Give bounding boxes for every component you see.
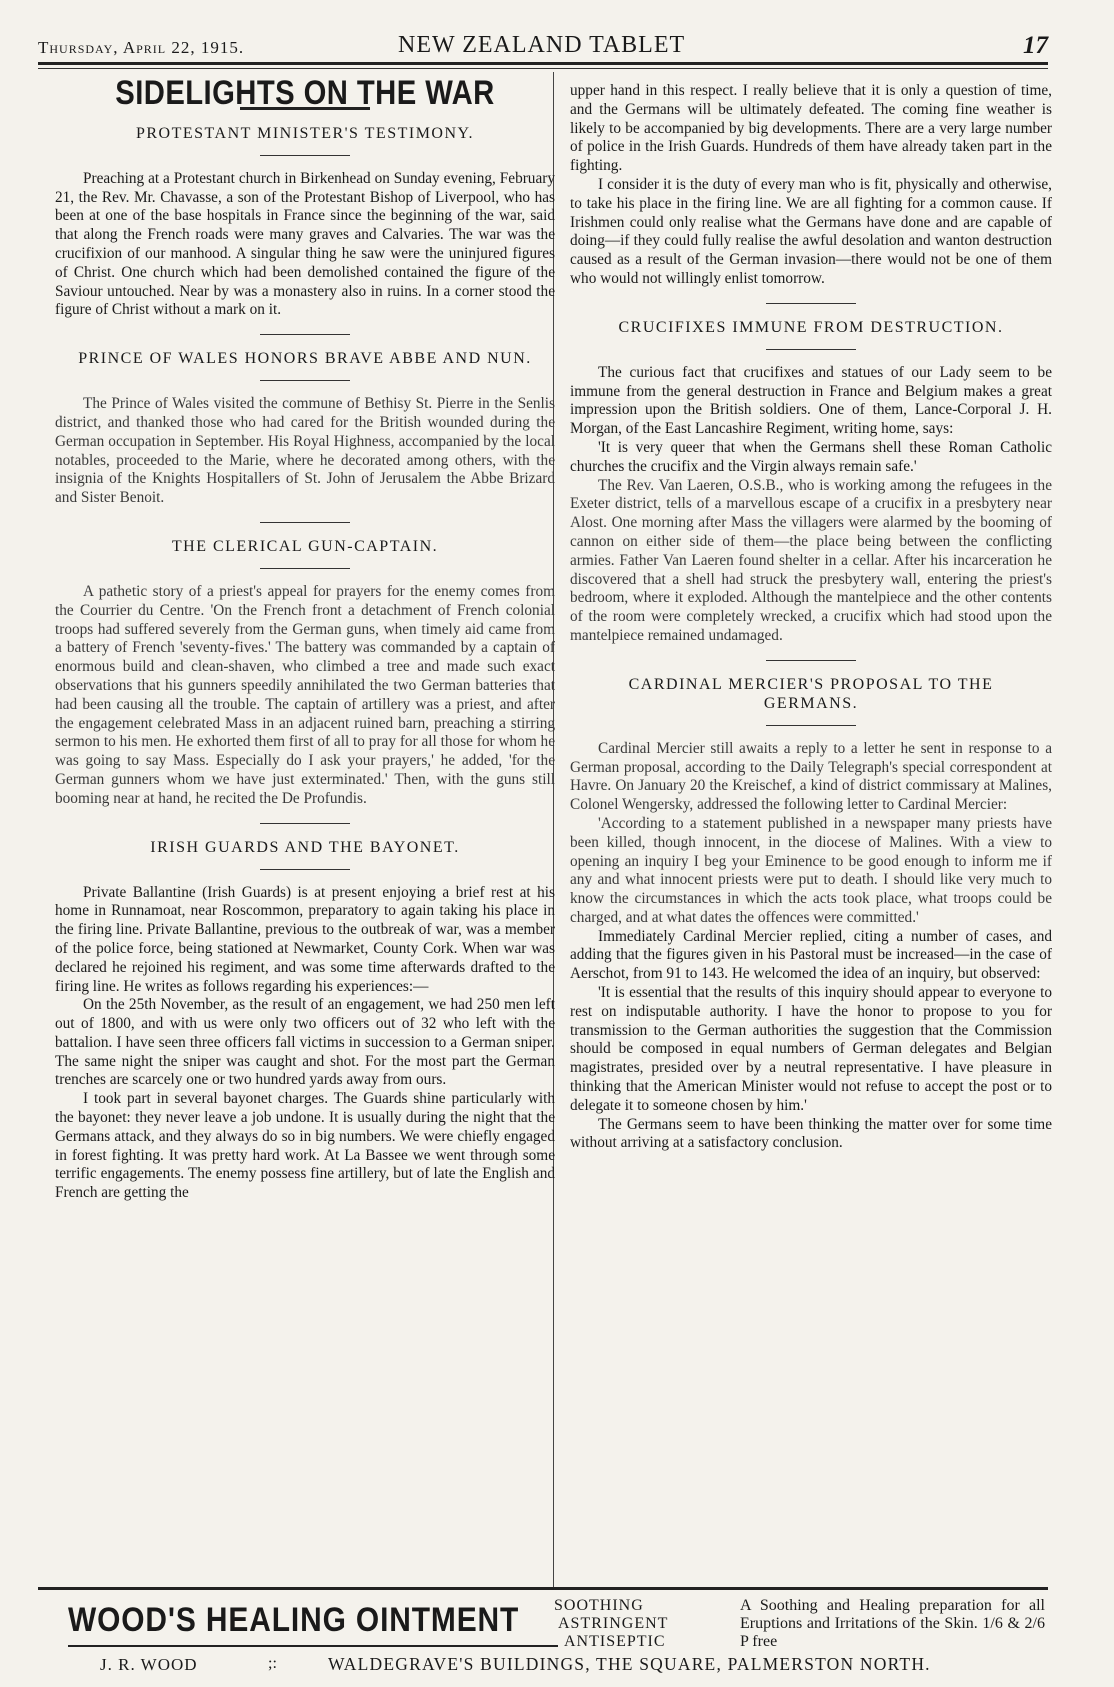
section-heading: PRINCE OF WALES HONORS BRAVE ABBE AND NUN. xyxy=(78,350,532,368)
article-paragraph: On the 25th November, as the result of an engagement, we had 250 men left out of 1800, and with us were only two officers out of 32 who left with the battalion. I have seen three officers fall victims in succession to a German sniper. The same night the sniper was caught and shot. For the most part the German trenches are scarcely one or two hundred yards away from ours. xyxy=(55,996,555,1089)
article-paragraph: 'According to a statement published in a newspaper many priests have been killed, though innocent, in the diocese of Malines. With a view to opening an inquiry I beg your Eminence to be good enough to inform me if any and what innocent priests were put to death. I should like very much to know the circumstances in which the acts took place, what troops could be charged, and at what dates the offences were committed.' xyxy=(570,814,1052,926)
section-rule xyxy=(260,380,350,381)
ad-property: ANTISEPTIC xyxy=(564,1633,666,1650)
page-header xyxy=(38,30,1048,60)
continued-paragraph: I consider it is the duty of every man who is fit, physically and otherwise, to take his place in the firing line. We are all fighting for a common cause. If Irishmen could only realise what the Germans have done and are capable of doing—if they could fully realise the awful desolation and wanton destruction caused as a result of the German invasion—there would not be one of them who would not willingly enlist tomorrow. xyxy=(570,175,1052,287)
section-heading: IRISH GUARDS AND THE BAYONET. xyxy=(150,838,460,856)
article-paragraph: 'It is essential that the results of this inquiry should appear to everyone to rest on indisputable authority. I have the honor to propose to you for transmission to the German authorities the suggestion that the Commission should be composed in equal numbers of German delegates and Belgian magistrates, presided over by a neutral representative. I have pleasure in thinking that the American Minister would not refuse to accept the post or to delegate it to someone chosen by him.' xyxy=(570,984,1052,1114)
article-paragraph: The Germans seem to have been thinking the matter over for some time without arriving at a satisfactory conclusion. xyxy=(570,1115,1052,1152)
ad-property: SOOTHING xyxy=(554,1597,644,1614)
section-rule xyxy=(260,823,350,824)
section-rule xyxy=(766,660,856,661)
ad-underline xyxy=(68,1645,558,1647)
section-rule xyxy=(766,303,856,304)
section-heading: CARDINAL MERCIER'S PROPOSAL TO THE GERMANS. xyxy=(628,675,994,712)
article-title: SIDELIGHTS ON THE WAR xyxy=(115,74,495,112)
ad-maker: J. R. WOOD xyxy=(100,1655,198,1674)
ad-property: ASTRINGENT xyxy=(558,1615,669,1632)
page-number: 17 xyxy=(1023,32,1048,59)
header-rule xyxy=(38,62,1048,65)
masthead-title: NEW ZEALAND TABLET xyxy=(398,32,686,58)
article-paragraph: The curious fact that crucifixes and statues of our Lady seem to be immune from the general destruction in France and Belgium makes a great impression upon the British soldiers. One of them, Lance-Corporal J. H. Morgan, of the East Lancashire Regiment, writing home, says: xyxy=(570,363,1052,438)
right-column xyxy=(570,82,1052,1153)
article-paragraph: 'It is very queer that when the Germans shell these Roman Catholic churches the crucifix and the Virgin always remain safe.' xyxy=(570,438,1052,475)
advertisement-rule xyxy=(38,1587,1048,1590)
section-heading: THE CLERICAL GUN-CAPTAIN. xyxy=(171,537,439,555)
ad-product-name: WOOD'S HEALING OINTMENT xyxy=(68,1601,520,1639)
article-paragraph: I took part in several bayonet charges. The Guards shine particularly with the bayonet: they never leave a job undone. It is usually during the night that the Germans attack, and they always do so in big numbers. We were chiefly engaged in forest fighting. It was pretty hard work. At La Bassee we went through some terrific engagements. The enemy possess fine artillery, but of late the English and French are getting the xyxy=(55,1090,555,1202)
issue-date: Thursday, April 22, 1915. xyxy=(38,38,245,57)
header-rule-thin xyxy=(38,68,1048,69)
ad-properties xyxy=(554,1597,668,1651)
section-heading: PROTESTANT MINISTER'S TESTIMONY. xyxy=(135,124,475,142)
article-paragraph: Private Ballantine (Irish Guards) is at present enjoying a brief rest at his home in Runnamoat, near Roscommon, preparatory to again taking his place in the firing line. Private Ballantine, previous to the outbreak of war, was a member of the police force, being stationed at Newmarket, County Cork. When war was declared he rejoined his regiment, and was some time afterwards drafted to the firing line. He writes as follows regarding his experiences:— xyxy=(55,883,555,995)
section-rule xyxy=(260,568,350,569)
article-paragraph: A pathetic story of a priest's appeal for prayers for the enemy comes from the Courrier du Centre. 'On the French front a detachment of French colonial troops had suffered severely from the German guns, when timely aid came from a battery of French 'seventy-fives.' The battery was commanded by a captain of enormous build and clean-shaven, who climbed a tree and made such exact observations that his gunners speedily annihilated the two German batteries that had been causing all the trouble. The captain of artillery was a priest, and after the engagement celebrated Mass in an adjacent ruined barn, preaching a stirring sermon to his men. He exhorted them first of all to pray for all those for whom he was going to say Mass. Especially do I ask your prayers,' he added, 'for the German gunners whom we have just exterminated.' Then, with the guns still booming near at hand, he recited the De Profundis. xyxy=(55,582,555,807)
ad-separator: ;: xyxy=(268,1655,277,1672)
ad-description: A Soothing and Healing preparation for all Eruptions and Irritations of the Skin. 1/6 & 2/6 P free xyxy=(740,1597,1045,1650)
article-paragraph: Preaching at a Protestant church in Birkenhead on Sunday evening, February 21, the Rev. Mr. Chavasse, a son of the Protestant Bishop of Liverpool, who has been at one of the base hospitals in France since the beginning of the war, said that along the French roads were many graves and Calvaries. The war was the crucifixion of our manhood. A singular thing he saw were the uninjured figures of Christ. One church which had been demolished contained the figure of the Saviour untouched. Near by was a monastery also in ruins. In a corner stood the figure of Christ without a mark on it. xyxy=(55,169,555,319)
section-rule xyxy=(260,869,350,870)
article-paragraph: Immediately Cardinal Mercier replied, citing a number of cases, and adding that the figures given in his Pastoral must be increased—in the case of Aerschot, from 91 to 143. He welcomed the idea of an inquiry, but observed: xyxy=(570,927,1052,983)
left-column xyxy=(55,74,555,1203)
section-rule xyxy=(260,334,350,335)
section-heading: CRUCIFIXES IMMUNE FROM DESTRUCTION. xyxy=(618,318,1004,336)
article-paragraph: The Rev. Van Laeren, O.S.B., who is working among the refugees in the Exeter district, tells of a marvellous escape of a crucifix in a presbytery near Alost. One morning after Mass the villagers were alarmed by the booming of cannon on either side of them—the place being between the conflicting armies. Father Van Laeren found shelter in a cellar. After his incarceration he discovered that a shell had struck the presbytery wall, entering the priest's bedroom, where it exploded. Although the mantelpiece and the other contents of the room were completely wrecked, a crucifix which had stood upon the mantelpiece remained undamaged. xyxy=(570,476,1052,644)
advertisement xyxy=(38,1597,1048,1677)
section-rule xyxy=(766,725,856,726)
section-rule xyxy=(766,349,856,350)
section-rule xyxy=(260,522,350,523)
ad-address: WALDEGRAVE'S BUILDINGS, THE SQUARE, PALMERSTON NORTH. xyxy=(328,1654,931,1674)
section-rule xyxy=(260,155,350,156)
article-paragraph: The Prince of Wales visited the commune of Bethisy St. Pierre in the Senlis district, and thanked those who had cared for the British wounded during the German occupation in September. His Royal Highness, accompanied by the local notables, proceeded to the Marie, where he decorated among others, with the insignia of the Knights Hospitallers of St. John of Jerusalem the Abbe Brizard and Sister Benoit. xyxy=(55,395,555,507)
article-paragraph: Cardinal Mercier still awaits a reply to a letter he sent in response to a German proposal, according to the Daily Telegraph's special correspondent at Havre. On January 20 the Kreischef, a kind of district commissary at Malines, Colonel Wengersky, addressed the following letter to Cardinal Mercier: xyxy=(570,739,1052,814)
continued-paragraph: upper hand in this respect. I really believe that it is only a question of time, and the Germans will be ultimately defeated. The coming fine weather is likely to be accompanied by big developments. There are a very large number of police in the Irish Guards. Hundreds of them have already taken part in the fighting. xyxy=(570,82,1052,175)
